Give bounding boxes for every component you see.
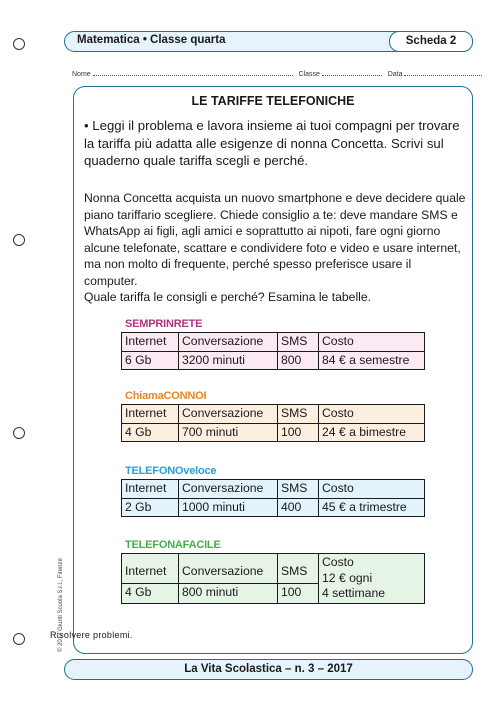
subject-label: Matematica • Classe quarta [77, 34, 226, 46]
worksheet-card [73, 86, 473, 654]
header-conversation: Conversazione [179, 480, 278, 499]
cost-line-2: 4 settimane [322, 586, 386, 600]
sheet-number: Scheda 2 [389, 31, 473, 52]
plan-table [121, 332, 425, 370]
table-row [122, 351, 425, 370]
problem-question: Quale tariffa le consigli e perché? Esamina le tabelle. [84, 290, 372, 304]
footer-bar: La Vita Scolastica – n. 3 – 2017 [64, 659, 473, 680]
cost-line-1: 12 € ogni [322, 570, 373, 585]
header-internet: Internet [122, 333, 179, 352]
instructions: • Leggi il problema e lavora insieme ai tuoi compagni per trovare la tariffa più adatta alle esigenze di nonna Concetta. Scrivi sul quaderno quale tariffa scegli e perché. [84, 118, 460, 168]
binder-hole-1 [13, 38, 25, 50]
conversation-value: 800 minuti [179, 583, 278, 603]
student-info-fields [72, 68, 472, 78]
header-conversation: Conversazione [179, 333, 278, 352]
table-row [122, 423, 425, 442]
header-cost: Costo [319, 480, 425, 499]
date-field[interactable] [404, 68, 482, 76]
sms-value: 100 [278, 423, 319, 442]
internet-value: 4 Gb [122, 583, 179, 603]
plan-name: SEMPRINRETE [125, 318, 203, 330]
internet-value: 2 Gb [122, 498, 179, 517]
problem-text [84, 190, 468, 306]
header-conversation: Conversazione [179, 405, 278, 424]
header-conversation: Conversazione [179, 554, 278, 584]
header-bar [64, 31, 473, 52]
header-internet: Internet [122, 480, 179, 499]
header-internet: Internet [122, 554, 179, 584]
binder-hole-3 [13, 427, 25, 439]
skill-label: Risolvere problemi. [50, 630, 133, 640]
plan-table [121, 553, 425, 604]
header-cost: Costo [322, 555, 354, 569]
date-label: Data [387, 71, 403, 78]
table-row [122, 498, 425, 517]
table-header-row [122, 405, 425, 424]
name-field[interactable] [93, 68, 293, 76]
sms-value: 400 [278, 498, 319, 517]
copyright-notice: © 2017 Giunti Scuola S.r.l., Firenze [58, 558, 64, 652]
cost-value: 24 € a bimestre [319, 423, 425, 442]
header-sms: SMS [278, 333, 319, 352]
table-header-row [122, 480, 425, 499]
binder-hole-2 [13, 234, 25, 246]
plan-name: TELEFONAFACILE [125, 539, 221, 551]
problem-story: Nonna Concetta acquista un nuovo smartphone e deve decidere quale piano tariffario scegliere. Chiede consiglio a te: deve mandare SMS e WhatsApp ai figli, agli amici e soprattutto ai nipoti, fare ogni giorno alcune telefonate, scattare e condividere foto e video e usare internet, ma non molto di frequente, perché spesso preferisce usare il computer. [84, 191, 466, 288]
plan-name: ChiamaCONNOI [125, 390, 207, 402]
header-internet: Internet [122, 405, 179, 424]
table-header-row [122, 333, 425, 352]
sms-value: 100 [278, 583, 319, 603]
internet-value: 6 Gb [122, 351, 179, 370]
header-sms: SMS [278, 480, 319, 499]
header-sms: SMS [278, 405, 319, 424]
cost-value: 84 € a semestre [319, 351, 425, 370]
plan-table [121, 479, 425, 517]
plan-table [121, 404, 425, 442]
class-field[interactable] [322, 68, 382, 76]
conversation-value: 3200 minuti [179, 351, 278, 370]
header-cost: Costo [319, 333, 425, 352]
cost-value: 45 € a trimestre [319, 498, 425, 517]
header-cost: Costo [319, 405, 425, 424]
conversation-value: 700 minuti [179, 423, 278, 442]
class-label: Classe [298, 71, 320, 78]
cost-value [319, 554, 425, 604]
binder-hole-4 [13, 633, 25, 645]
plan-name: TELEFONOveloce [125, 465, 217, 477]
table-header-row [122, 554, 425, 584]
header-sms: SMS [278, 554, 319, 584]
worksheet-title: LE TARIFFE TELEFONICHE [191, 94, 355, 108]
conversation-value: 1000 minuti [179, 498, 278, 517]
internet-value: 4 Gb [122, 423, 179, 442]
name-label: Nome [72, 71, 91, 78]
sms-value: 800 [278, 351, 319, 370]
